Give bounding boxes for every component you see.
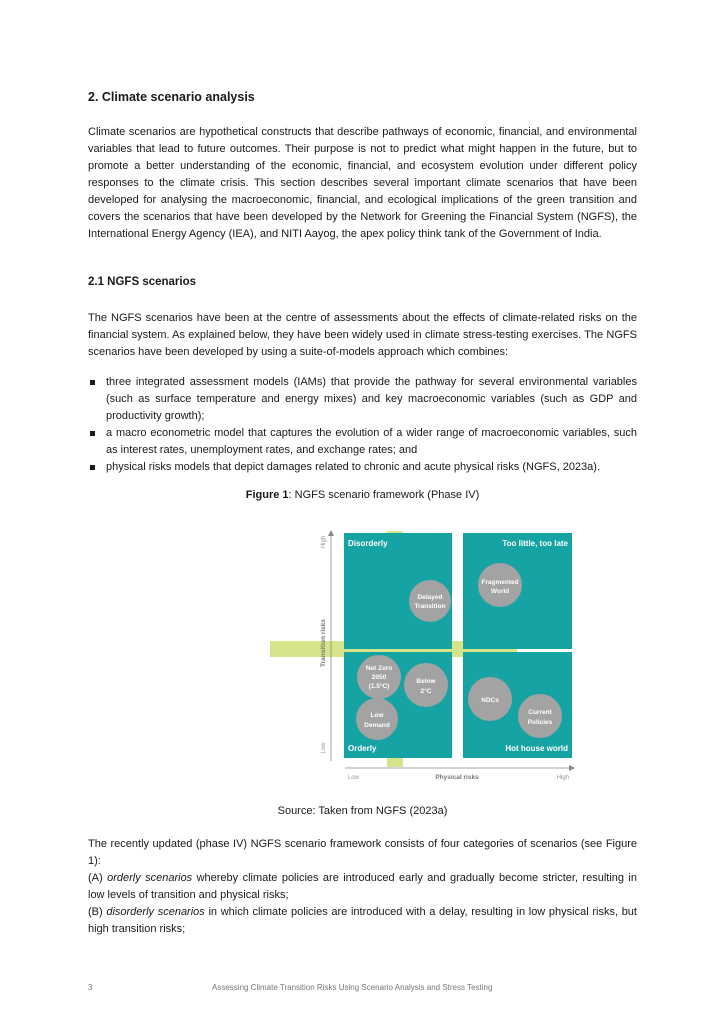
y-axis-title: Transition risks xyxy=(320,618,327,668)
x-axis-arrow-icon xyxy=(569,765,575,771)
list-item: a macro econometric model that captures the evolution of a wider range of macroeconomic variables, such as interest rates, unemployment rates, and exchange rates; and xyxy=(88,425,637,459)
category-b-term: disorderly scenarios xyxy=(106,906,205,918)
scenario-label: Low xyxy=(370,712,384,719)
scenario-label: Policies xyxy=(527,719,553,726)
list-item: physical risks models that depict damages related to chronic and acute physical risks (NGFS, 2023a). xyxy=(88,459,637,476)
subsection-heading: 2.1 NGFS scenarios xyxy=(88,276,197,288)
section-heading: 2. Climate scenario analysis xyxy=(88,90,255,104)
scenario-label: Fragmented xyxy=(481,579,519,586)
scenario-label: NDCs xyxy=(481,697,499,704)
quadrant-label-orderly: Orderly xyxy=(348,744,377,753)
category-a: (A) orderly scenarios whereby climate policies are introduced early and gradually become stricter, resulting in low levels of transition and physical risks; xyxy=(88,872,637,901)
scenario-label: Below xyxy=(416,678,436,685)
bullet-icon xyxy=(90,431,95,436)
bullet-icon xyxy=(90,465,95,470)
scenario-label: Net Zero xyxy=(365,665,393,672)
y-axis-arrow-icon xyxy=(328,530,334,536)
x-axis-low-label: Low xyxy=(348,775,360,781)
scenario-label: 2°C xyxy=(420,688,432,695)
x-axis-high-label: High xyxy=(556,775,569,781)
list-item: three integrated assessment models (IAMs) that provide the pathway for several environmental variables (such as surface temperature and energy mixes) and key macroeconomic variables (such as GDP and productivity growth); xyxy=(88,374,637,425)
y-axis-high-label: High xyxy=(321,535,327,549)
scenario-label: World xyxy=(490,588,510,595)
scenario-label: Delayed xyxy=(417,594,443,601)
scenario-categories-text xyxy=(88,836,637,938)
figure-source: Source: Taken from NGFS (2023a) xyxy=(277,805,448,817)
scenario-circle-current-policies xyxy=(518,694,562,738)
category-a-term: orderly scenarios xyxy=(107,872,193,884)
page-number: 3 xyxy=(88,983,93,992)
scenario-label: 2050 xyxy=(371,674,387,681)
y-axis-low-label: Low xyxy=(321,742,327,754)
subsection-intro-paragraph: The NGFS scenarios have been at the centre of assessments about the effects of climate-related risks on the financial system. As explained below, they have been widely used in climate stress-testing exercises. The NGFS scenarios have been developed by using a suite-of-models approach which combines: xyxy=(88,312,637,358)
scenario-label: Demand xyxy=(364,722,390,729)
category-b: (B) disorderly scenarios in which climate policies are introduced with a delay, resulting in low physical risks, but high transition risks; xyxy=(88,906,637,935)
section-intro-paragraph: Climate scenarios are hypothetical constructs that describe pathways of economic, financial, and environmental variables that lead to future outcomes. Their purpose is not to predict what might happen in the future, but to promote a better understanding of the economic, financial, and ecosystem evolution under different policy responses to the climate crisis. This section describes several important climate scenarios that have been developed for analysing the macroeconomic, financial, and ecological implications of the green transition and covers the scenarios that have been developed by the Network for Greening the Financial System (NGFS), the International Energy Agency (IEA), and NITI Aayog, the apex policy think tank of the Government of India. xyxy=(88,126,637,240)
categories-intro: The recently updated (phase IV) NGFS scenario framework consists of four categories of scenarios (see Figure 1): xyxy=(88,838,637,867)
figure-caption: Figure 1: NGFS scenario framework (Phase IV) xyxy=(245,489,480,501)
quadrant-label-too-little: Too little, too late xyxy=(502,539,568,548)
quadrant-label-hot-house: Hot house world xyxy=(505,744,568,753)
figure-label: Figure 1 xyxy=(245,489,289,501)
scenario-label: Transition xyxy=(414,603,446,610)
scenario-label: (1.5°C) xyxy=(368,683,390,690)
ngfs-scenario-figure xyxy=(226,522,578,784)
quadrant-label-disorderly: Disorderly xyxy=(348,539,388,548)
scenario-circle-below-2c xyxy=(404,663,448,707)
running-title: Assessing Climate Transition Risks Using Scenario Analysis and Stress Testing xyxy=(212,983,493,992)
scenario-label: Current xyxy=(528,709,552,716)
scenario-circle-low-demand xyxy=(356,698,398,740)
scenario-circle-delayed-transition xyxy=(409,580,451,622)
bullet-icon xyxy=(90,380,95,385)
x-axis-title: Physical risks xyxy=(435,774,479,781)
bullet-list xyxy=(88,374,637,476)
